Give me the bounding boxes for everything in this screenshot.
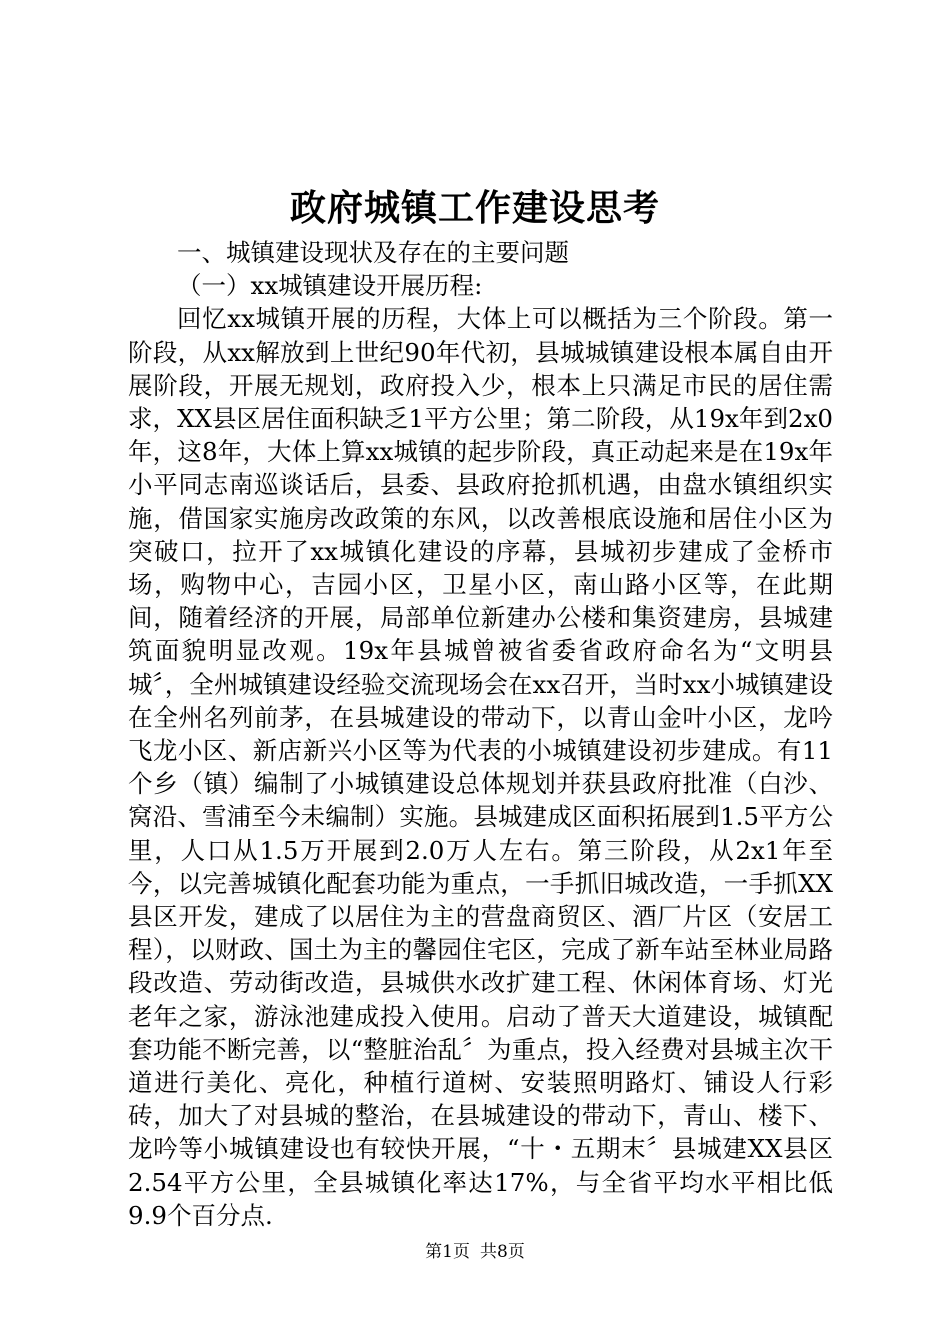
page-footer	[0, 1240, 950, 1264]
page-total: 共8页	[480, 1242, 525, 1262]
body-paragraph: 回忆xx城镇开展的历程，大体上可以概括为三个阶段。第一阶段，从xx解放到上世纪90年代初，县城城镇建设根本属自由开展阶段，开展无规划，政府投入少，根本上只满足市民的居住需求，XX县区居住面积缺乏1平方公里；第二阶段，从19x年到2x0年，这8年，大体上算xx城镇的起步阶段，真正动起来是在19x年小平同志南巡谈话后，县委、县政府抢抓机遇，由盘水镇组织实施，借国家实施房改政策的东风，以改善根底设施和居住小区为突破口，拉开了xx城镇化建设的序幕，县城初步建成了金桥市场，购物中心，吉园小区，卫星小区，南山路小区等，在此期间，随着经济的开展，局部单位新建办公楼和集资建房，县城建筑面貌明显改观。19x年县城曾被省委省政府命名为“文明县城〞，全州城镇建设经验交流现场会在xx召开，当时xx小城镇建设在全州名列前茅，在县城建设的带动下，以青山金叶小区，龙吟飞龙小区、新店新兴小区等为代表的小城镇建设初步建成。有11个乡（镇）编制了小城镇建设总体规划并获县政府批准（白沙、窝沿、雪浦至今未编制）实施。县城建成区面积拓展到1.5平方公里，人口从1.5万开展到2.0万人左右。第三阶段，从2x1年至今，以完善城镇化配套功能为重点，一手抓旧城改造，一手抓XX县区开发，建成了以居住为主的营盘商贸区、酒厂片区（安居工程），以财政、国土为主的馨园住宅区，完成了新车站至林业局路段改造、劳动街改造，县城供水改扩建工程、休闲体育场、灯光老年之家，游泳池建成投入使用。启动了普天大道建设，城镇配套功能不断完善，以“整脏治乱〞为重点，投入经费对县城主次干道进行美化、亮化，种植行道树、安装照明路灯、铺设人行彩砖，加大了对县城的整治，在县城建设的带动下，青山、楼下、龙吟等小城镇建设也有较快开展，“十・五期末〞县城建XX县区2.54平方公里，全县城镇化率达17%，与全省平均水平相比低9.9个百分点.	[128, 304, 833, 1230]
page-number: 第1页	[425, 1242, 470, 1262]
section-heading: 一、城镇建设现状及存在的主要问题	[177, 238, 569, 267]
subsection-heading: （一）xx城镇建设开展历程:	[177, 271, 483, 301]
document-title: 政府城镇工作建设思考	[289, 187, 660, 229]
document-body	[128, 236, 833, 1232]
